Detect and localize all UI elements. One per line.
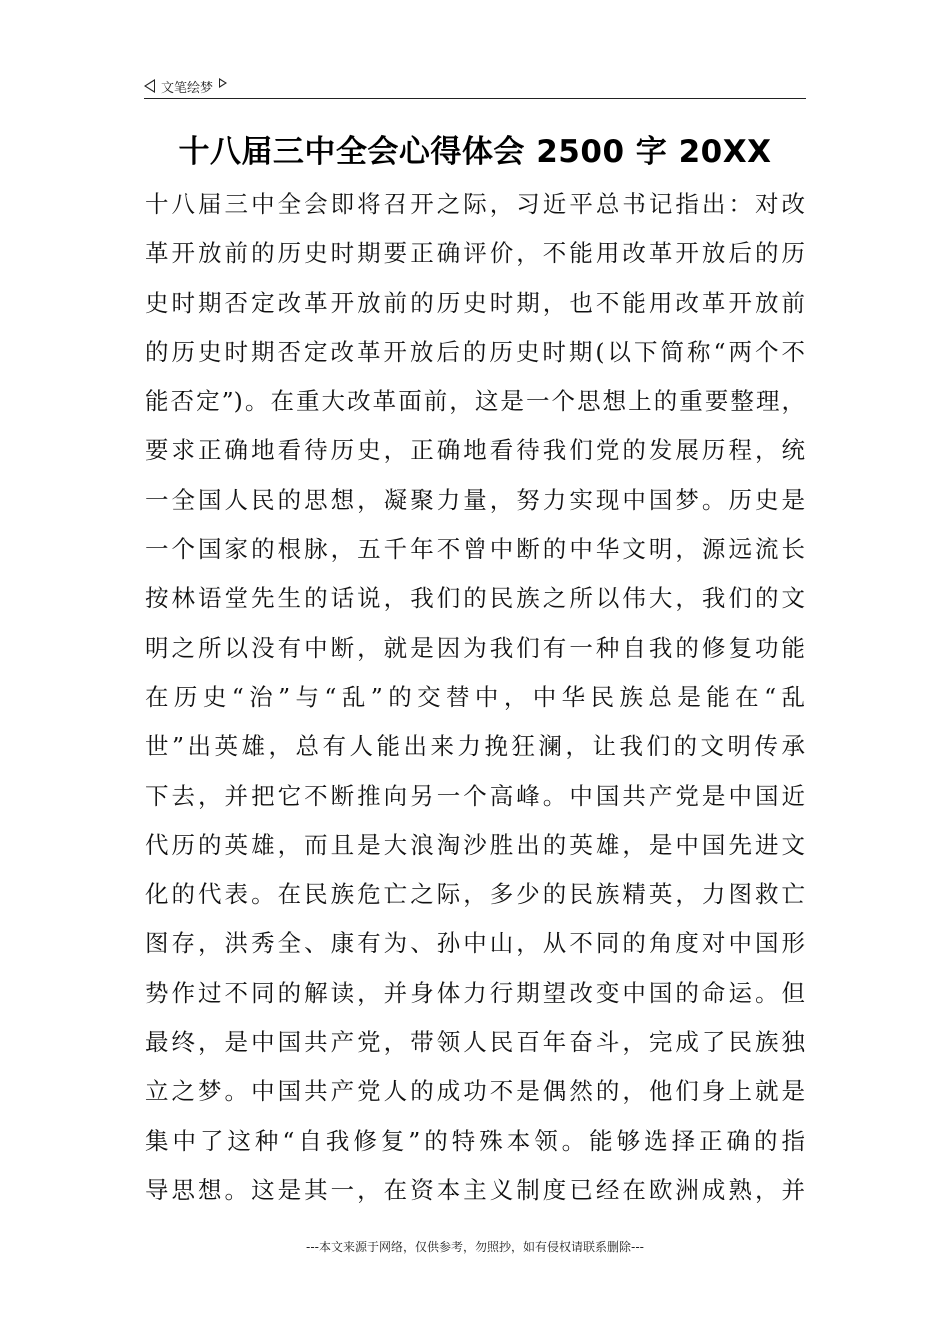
body-line: 革开放前的历史时期要正确评价，不能用改革开放后的历	[145, 239, 805, 268]
body-line: 明之所以没有中断，就是因为我们有一种自我的修复功能	[145, 633, 805, 662]
body-line: 下去，并把它不断推向另一个高峰。中国共产党是中国近	[145, 781, 805, 810]
body-line: 的历史时期否定改革开放后的历史时期(以下简称“两个不	[145, 337, 805, 366]
triangle-right-icon	[219, 78, 227, 88]
body-line: 化的代表。在民族危亡之际，多少的民族精英，力图救亡	[145, 880, 805, 909]
page-header	[144, 74, 806, 98]
header-divider	[144, 98, 806, 99]
header-label: 文笔绘梦	[161, 80, 214, 96]
body-line: 一全国人民的思想，凝聚力量，努力实现中国梦。历史是	[145, 485, 805, 514]
body-line: 势作过不同的解读，并身体力行期望改变中国的命运。但	[145, 978, 805, 1007]
body-line: 图存，洪秀全、康有为、孙中山，从不同的角度对中国形	[145, 929, 805, 958]
document-title: 十八届三中全会心得体会 2500 字 20XX	[178, 134, 772, 170]
body-line: 一个国家的根脉，五千年不曾中断的中华文明，源远流长	[145, 535, 805, 564]
body-line: 最终，是中国共产党，带领人民百年奋斗，完成了民族独	[145, 1028, 805, 1057]
body-line: 能否定”)。在重大改革面前，这是一个思想上的重要整理，	[145, 387, 805, 416]
body-line: 史时期否定改革开放前的历史时期，也不能用改革开放前	[145, 288, 805, 317]
body-line: 十八届三中全会即将召开之际，习近平总书记指出：对改	[145, 190, 805, 218]
body-line: 导思想。这是其一，在资本主义制度已经在欧洲成熟，并	[145, 1175, 805, 1204]
body-line: 在历史“治”与“乱”的交替中，中华民族总是能在“乱	[145, 682, 805, 711]
body-line: 要求正确地看待历史，正确地看待我们党的发展历程，统	[145, 436, 805, 465]
triangle-left-icon	[144, 79, 155, 93]
body-line: 世”出英雄，总有人能出来力挽狂澜，让我们的文明传承	[145, 732, 805, 761]
body-line: 立之梦。中国共产党人的成功不是偶然的，他们身上就是	[145, 1077, 805, 1106]
document-body	[145, 180, 805, 1215]
footer-note: ---本文来源于网络，仅供参考，勿照抄，如有侵权请联系删除---	[306, 1240, 644, 1254]
body-line: 代历的英雄，而且是大浪淘沙胜出的英雄，是中国先进文	[145, 830, 805, 859]
body-line: 按林语堂先生的话说，我们的民族之所以伟大，我们的文	[145, 584, 805, 613]
body-line: 集中了这种“自我修复”的特殊本领。能够选择正确的指	[145, 1126, 805, 1155]
